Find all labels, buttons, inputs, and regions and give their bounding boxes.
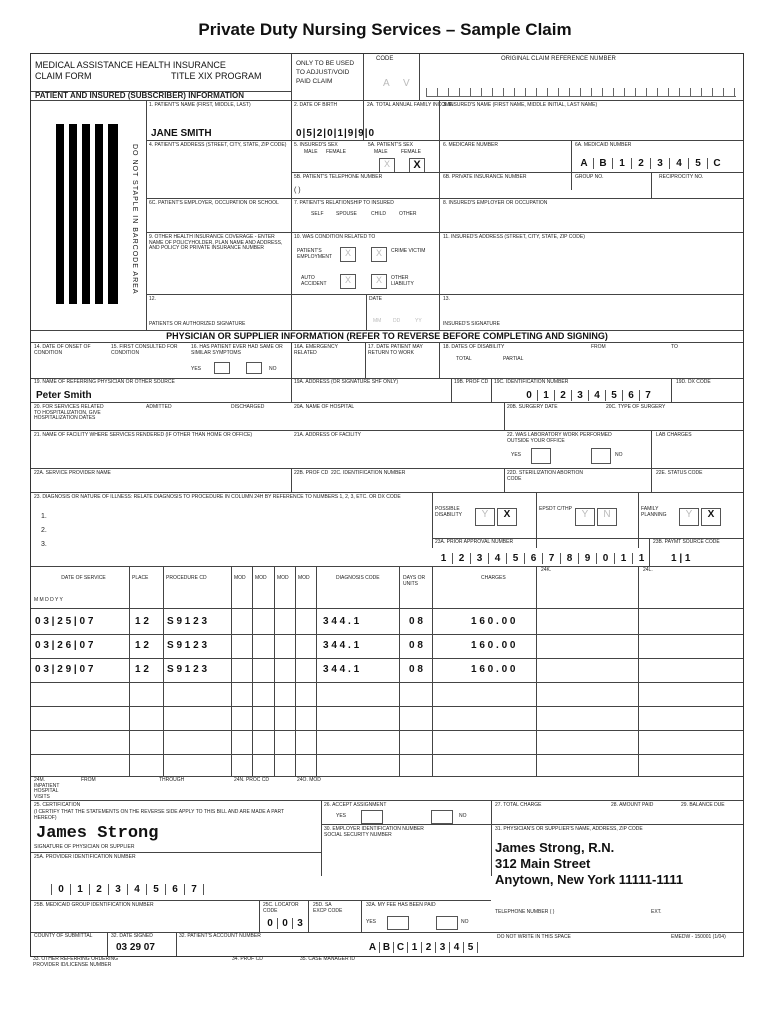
service-line-4[interactable] xyxy=(31,706,743,707)
similar-no-checkbox[interactable] xyxy=(246,362,262,374)
patient-sex-female-checkbox[interactable]: X xyxy=(409,158,425,173)
form-name-1: MEDICAL ASSISTANCE HEALTH INSURANCE xyxy=(35,60,226,70)
lab-no-checkbox[interactable] xyxy=(591,448,611,464)
original-ref-input[interactable] xyxy=(426,88,736,97)
accept-yes-checkbox[interactable] xyxy=(361,810,383,824)
accept-no-checkbox[interactable] xyxy=(431,810,453,824)
code-v[interactable]: V xyxy=(403,78,410,89)
medicaid-label: 6A. MEDICAID NUMBER xyxy=(575,142,632,148)
employment-checkbox[interactable]: X xyxy=(340,247,356,262)
code-label: CODE xyxy=(376,56,394,62)
claim-form: MEDICAL ASSISTANCE HEALTH INSURANCE CLAIM FORM TITLE XIX PROGRAM ONLY TO BE USED TO ADJUST/VOID PAID CLAIM CODE A V ORIGINAL CLAIM REFERENCE NUMBER PATIENT AND INSURED (SUBSCRIBER) INFORMATION DO NOT STAPLE IN BARCODE AREA 1. PATIENT'S NAME (FIRST, MIDDLE, LAST) JANE SMITH 2. DATE OF BIRTH 0|5|2|0|1|9|9|0 2A. TOTAL ANNUAL FAMILY INCOME 3. INSURED'S NAME (FIRST NAME, MIDDLE INITIAL, LAST NAME) 4. PATIENT'S ADDRESS (STREET, CITY, STATE, ZIP CODE) 5. INSURED'S SEX MALE FEMALE 5A. PATIENT'S SEX MALE FEMALE X X 6. MEDICARE NUMBER 6A. MEDICAID NUMBER A B 1 2 3 4 5 C 5B. PATIENT'S TELEPHONE NUMBER ( ) 6B. PRIVATE INSURANCE NUMBER GROUP NO. RECIPROCITY NO. 6C. PATIENT'S EMPLOYER, OCCUPATION OR SCHOOL 7. PATIENT'S RELATIONSHIP TO INSURED SELF SPOUSE CHILD OTHER 8. INSURED'S EMPLOYER OR OCCUPATION 9. OTHER HEALTH INSURANCE COVERAGE - ENTER NAME OF POLICYHOLDER, PLAN NAME AND ADDRESS, AND POLICY OR PRIVATE INSURANCE NUMBER 10. WAS CONDITION RELATED TO PATIENT'S EMPLOYMENT X X CRIME VICTIM AUTO ACCIDENT X X OTHER LIABILITY 11. INSURED'S ADDRESS (STREET, CITY, STATE, ZIP CODE) 12. PATIENTS OR AUTHORIZED SIGNATURE DATE MM DD YY 13. INSURED'S SIGNATURE PHYSICIAN OR SUPPLIER INFORMATION (REFER TO REVERSE BEFORE COMPLETING AND SIGNING) 14. DATE OF ONSET OF CONDITION 15. FIRST CONSULTED FOR CONDITION 16. HAS PATIENT EVER HAD SAME OR SIMILAR SYMPTOMS YES NO 16A. EMERGENCY RELATED 17. DATE PATIENT MAY RETURN TO WORK 18. DATES OF DISABILITY TOTAL PARTIAL FROM TO 19. NAME OF REFERRING PHYSICIAN OR OTHER SOURCE Peter Smith 19A. ADDRESS (OR SIGNATURE SHF ONLY) 19B. PROF CD 19C. IDENTIFICATION NUMBER 0 1 2 3 4 5 6 7 19D. DX CODE 20. FOR SERVICES RELATED TO HOSPITALIZATION, GIVE HOSPITALIZATION DATES ADMITTED DISCHARGED 20A. NAME OF HOSPITAL 20B. SURGERY DATE 20C. TYPE OF SURGERY 21. NAME OF FACILITY WHERE SERVICES RENDERED (IF OTHER THAN HOME OR OFFICE) 21A. ADDRESS OF FACILITY 22. WAS LABORATORY WORK PERFORMED OUTSIDE YOUR OFFICE YES NO LAB CHARGES 22A. SERVICE PROVIDER NAME 22B. PROF CD 22C. IDENTIFICATION NUMBER 22D. STERILIZATION ABORTION CODE 22E. STATUS CODE 23. DIAGNOSIS OR NATURE OF ILLNESS: RELATE DIAGNOSIS TO PROCEDURE IN COLUMN 24H BY REFERENCE TO NUMBERS 1, 2, 3, ETC. OR DX CODE 1. 2. 3. POSSIBLE DISABILITY Y X EPSDT C/THP Y N FAMILY PLANNING Y X 23A. PRIOR APPROVAL NUMBER 1 2 3 4 5 6 7 8 9 0 1 1 23B. PAYMT SOURCE CODE 1 | 1 DATE OF SERVICE M M D D Y Y PLACE PROCEDURE CD MOD MOD MOD MOD DIAGNOSIS CODE DAYS OR UNITS CHARGES 24K. 24L. 0 3 | 2 5 | 0 7 1 2 S 9 1 2 3 3 4 4 . 1 0 8 1 6 0 . 0 0 0 3 | 2 6 | 0 7 1 2 S 9 1 2 3 3 4 4 . 1 0 8 1 6 0 . 0 0 0 3 | 2 9 | 0 7 1 2 S 9 1 2 3 3 4 4 . 1 0 8 1 6 0 . 0 0 24M. INPATIENT HOSPITAL VISITS FROM THROUGH 24N. PROC CD 24O. MOD 25. CERTIFICATION (I CERTIFY THAT THE STATEMENTS ON THE REVERSE SIDE APPLY TO THIS BILL AND ARE MADE A PART HEREOF) James Strong SIGNATURE OF PHYSICIAN OR SUPPLIER 26. ACCEPT ASSIGNMENT YES NO 27. TOTAL CHARGE 28. AMOUNT PAID 29. BALANCE DUE 30. EMPLOYER IDENTIFICATION NUMBER SOCIAL SECURITY NUMBER 31. PHYSICIAN'S OR SUPPLIER'S NAME, ADDRESS, ZIP CODE James Strong, R.N. 312 Main Street Anytown, New York 11111-1111 25A. PROVIDER IDENTIFICATION NUMBER 0 1 2 3 4 5 6 7 25B. MEDICAID GROUP IDENTIFICATION NUMBER 25C. LOCATOR CODE 0 0 3 25D. SA EXCP CODE 32A. MY FEE HAS BEEN PAID YES NO TELEPHONE NUMBER ( ) EXT. COUNTY OF SUBMITTAL 32. DATE SIGNED 03 29 07 32. PATIENT'S ACCOUNT NUMBER A B C 1 2 3 4 5 DO NOT WRITE IN THIS SPACE EMEDW - 150001 (1/04) xyxy=(30,53,744,957)
disability-n-box[interactable]: X xyxy=(497,508,517,526)
insured-address-label: 11. INSURED'S ADDRESS (STREET, CITY, STATE, ZIP CODE) xyxy=(443,234,585,240)
medicare-label: 6. MEDICARE NUMBER xyxy=(443,142,499,148)
code-a[interactable]: A xyxy=(383,78,390,89)
dob-label: 2. DATE OF BIRTH xyxy=(294,102,338,108)
payment-source-code[interactable]: 1 | 1 xyxy=(671,553,691,564)
insured-sex-label: 5. INSURED'S SEX xyxy=(294,142,338,148)
locator-code[interactable]: 0 0 3 xyxy=(263,918,307,929)
lab-yes-checkbox[interactable] xyxy=(531,448,551,464)
phone-value[interactable]: ( ) xyxy=(294,187,301,194)
patient-sex-male-checkbox[interactable]: X xyxy=(379,158,395,173)
epsdt-n-box[interactable]: N xyxy=(597,508,617,526)
referring-physician-name[interactable]: Peter Smith xyxy=(36,390,92,401)
crime-checkbox[interactable]: X xyxy=(371,247,387,262)
barcode-warning: DO NOT STAPLE IN BARCODE AREA xyxy=(131,144,138,295)
supplier-street[interactable]: 312 Main Street xyxy=(495,856,591,871)
section-patient-insured: PATIENT AND INSURED (SUBSCRIBER) INFORMATION xyxy=(35,91,245,100)
insured-name-label: 3. INSURED'S NAME (FIRST NAME, MIDDLE INITIAL, LAST NAME) xyxy=(443,102,598,108)
phone-label: 5B. PATIENT'S TELEPHONE NUMBER xyxy=(294,174,383,180)
date-signed[interactable]: 03 29 07 xyxy=(116,942,155,953)
fee-yes-checkbox[interactable] xyxy=(387,916,409,930)
patient-name[interactable]: JANE SMITH xyxy=(151,128,212,139)
physician-signature[interactable]: James Strong xyxy=(36,824,159,843)
fee-no-checkbox[interactable] xyxy=(436,916,458,930)
page-title: Private Duty Nursing Services – Sample Claim xyxy=(198,20,572,39)
prior-approval-number[interactable]: 1 2 3 4 5 6 7 8 9 0 1 1 xyxy=(435,553,650,564)
service-line-6[interactable] xyxy=(31,754,743,755)
insured-employer-label: 8. INSURED'S EMPLOYER OR OCCUPATION xyxy=(443,200,548,206)
liability-checkbox[interactable]: X xyxy=(371,274,387,289)
relationship-label: 7. PATIENT'S RELATIONSHIP TO INSURED xyxy=(294,200,394,206)
service-line-5[interactable] xyxy=(31,730,743,731)
supplier-name[interactable]: James Strong, R.N. xyxy=(495,840,615,855)
supplier-city[interactable]: Anytown, New York 11111-1111 xyxy=(495,872,684,887)
private-ins-label: 6B. PRIVATE INSURANCE NUMBER xyxy=(443,174,527,180)
patient-account-number[interactable]: A B C 1 2 3 4 5 xyxy=(366,942,478,953)
condition-label: 10. WAS CONDITION RELATED TO xyxy=(294,234,376,240)
group-label: GROUP NO. xyxy=(575,174,604,180)
disability-y-box[interactable]: Y xyxy=(475,508,495,526)
provider-id-number[interactable]: 0 1 2 3 4 5 6 7 xyxy=(51,884,204,895)
barcode xyxy=(56,124,128,304)
insured-signature-label: INSURED'S SIGNATURE xyxy=(443,321,500,327)
medicaid-number[interactable]: A B 1 2 3 4 5 C xyxy=(575,158,726,169)
income-label: 2A. TOTAL ANNUAL FAMILY INCOME xyxy=(367,102,453,108)
patient-name-label: 1. PATIENT'S NAME (FIRST, MIDDLE, LAST) xyxy=(149,102,251,108)
patient-sex-label: 5A. PATIENT'S SEX xyxy=(368,142,413,148)
address-label: 4. PATIENT'S ADDRESS (STREET, CITY, STATE, ZIP CODE) xyxy=(149,142,287,148)
form-name-2: CLAIM FORM xyxy=(35,71,92,81)
form-name-3: TITLE XIX PROGRAM xyxy=(171,71,262,81)
family-planning-n-box[interactable]: X xyxy=(701,508,721,526)
auto-checkbox[interactable]: X xyxy=(340,274,356,289)
other-coverage-label: 9. OTHER HEALTH INSURANCE COVERAGE - ENTER NAME OF POLICYHOLDER, PLAN NAME AND ADDRESS, AND POLICY OR PRIVATE INSURANCE NUMBER xyxy=(149,234,283,251)
dob-value[interactable]: 0|5|2|0|1|9|9|0 xyxy=(296,128,376,139)
referring-id-number[interactable]: 0 1 2 3 4 5 6 7 xyxy=(521,390,656,401)
employer-label: 6C. PATIENT'S EMPLOYER, OCCUPATION OR SCHOOL xyxy=(149,200,279,206)
epsdt-y-box[interactable]: Y xyxy=(575,508,595,526)
section-physician: PHYSICIAN OR SUPPLIER INFORMATION (REFER TO REVERSE BEFORE COMPLETING AND SIGNING) xyxy=(166,331,608,341)
patient-signature-label: PATIENTS OR AUTHORIZED SIGNATURE xyxy=(149,321,246,327)
reciprocity-label: RECIPROCITY NO. xyxy=(659,174,704,180)
original-ref-label: ORIGINAL CLAIM REFERENCE NUMBER xyxy=(501,56,616,62)
family-planning-y-box[interactable]: Y xyxy=(679,508,699,526)
adjust-void-label: ONLY TO BE USED TO ADJUST/VOID PAID CLAIM xyxy=(296,60,355,85)
similar-yes-checkbox[interactable] xyxy=(214,362,230,374)
